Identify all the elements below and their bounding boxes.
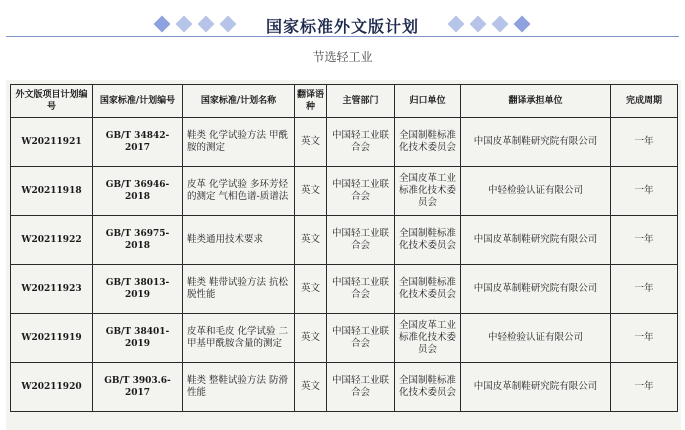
plan-number-cell: W20211919 [11,314,93,363]
page-title: 国家标准外文版计划 [265,17,419,36]
column-header: 主管部门 [327,85,395,118]
column-header: 归口单位 [395,85,461,118]
period-cell: 一年 [611,216,678,265]
standard-number-cell: GB/T 36946-2018 [93,167,183,216]
standard-number-cell: GB/T 34842-2017 [93,118,183,167]
table-row [11,167,678,216]
committee-cell: 全国皮革工业标准化技术委员会 [395,314,461,363]
diamond-icon [470,16,487,33]
standard-name-cell: 皮革 化学试验 多环芳烃的测定 气相色谱-质谱法 [183,167,295,216]
plan-number-cell: W20211923 [11,265,93,314]
column-header: 翻译语种 [295,85,327,118]
standard-number-cell: GB/T 38401-2019 [93,314,183,363]
diamond-icon [492,16,509,33]
table-row [11,363,678,412]
committee-cell: 全国制鞋标准化技术委员会 [395,118,461,167]
translator-cell: 中轻检验认证有限公司 [461,167,611,216]
period-cell: 一年 [611,363,678,412]
department-cell: 中国轻工业联合会 [327,314,395,363]
standard-name-cell: 鞋类 鞋带试验方法 抗松脱性能 [183,265,295,314]
plan-number-cell: W20211918 [11,167,93,216]
period-cell: 一年 [611,167,678,216]
table-row [11,265,678,314]
plan-number-cell: W20211922 [11,216,93,265]
table-row [11,118,678,167]
translator-cell: 中国皮革制鞋研究院有限公司 [461,118,611,167]
standard-number-cell: GB/T 36975-2018 [93,216,183,265]
column-header: 翻译承担单位 [461,85,611,118]
plan-number-cell: W20211921 [11,118,93,167]
committee-cell: 全国制鞋标准化技术委员会 [395,216,461,265]
language-cell: 英文 [295,363,327,412]
period-cell: 一年 [611,118,678,167]
language-cell: 英文 [295,216,327,265]
translator-cell: 中国皮革制鞋研究院有限公司 [461,265,611,314]
department-cell: 中国轻工业联合会 [327,363,395,412]
standard-name-cell: 皮革和毛皮 化学试验 二甲基甲酰胺含量的测定 [183,314,295,363]
translator-cell: 中轻检验认证有限公司 [461,314,611,363]
period-cell: 一年 [611,314,678,363]
department-cell: 中国轻工业联合会 [327,167,395,216]
department-cell: 中国轻工业联合会 [327,265,395,314]
standards-table [10,84,678,412]
standard-number-cell: GB/T 38013-2019 [93,265,183,314]
table-row [11,216,678,265]
translator-cell: 中国皮革制鞋研究院有限公司 [461,363,611,412]
diamond-icon [448,16,465,33]
department-cell: 中国轻工业联合会 [327,216,395,265]
language-cell: 英文 [295,167,327,216]
column-header: 外文版项目计划编号 [11,85,93,118]
language-cell: 英文 [295,118,327,167]
department-cell: 中国轻工业联合会 [327,118,395,167]
committee-cell: 全国皮革工业标准化技术委员会 [395,167,461,216]
committee-cell: 全国制鞋标准化技术委员会 [395,265,461,314]
scanned-document [6,80,681,430]
title-band [0,6,685,40]
translator-cell: 中国皮革制鞋研究院有限公司 [461,216,611,265]
standard-name-cell: 鞋类 化学试验方法 甲酰胺的测定 [183,118,295,167]
column-header: 完成周期 [611,85,678,118]
period-cell: 一年 [611,265,678,314]
language-cell: 英文 [295,265,327,314]
plan-number-cell: W20211920 [11,363,93,412]
column-header: 国家标准/计划名称 [183,85,295,118]
column-header: 国家标准/计划编号 [93,85,183,118]
standard-name-cell: 鞋类 整鞋试验方法 防滑性能 [183,363,295,412]
title-divider [6,36,679,37]
standard-number-cell: GB/T 3903.6-2017 [93,363,183,412]
section-subtitle: 节选轻工业 [312,50,373,64]
table-header-row [11,85,678,118]
language-cell: 英文 [295,314,327,363]
right-diamond-decoration [450,18,528,30]
table-row [11,314,678,363]
diamond-icon [514,16,531,33]
standard-name-cell: 鞋类通用技术要求 [183,216,295,265]
committee-cell: 全国制鞋标准化技术委员会 [395,363,461,412]
